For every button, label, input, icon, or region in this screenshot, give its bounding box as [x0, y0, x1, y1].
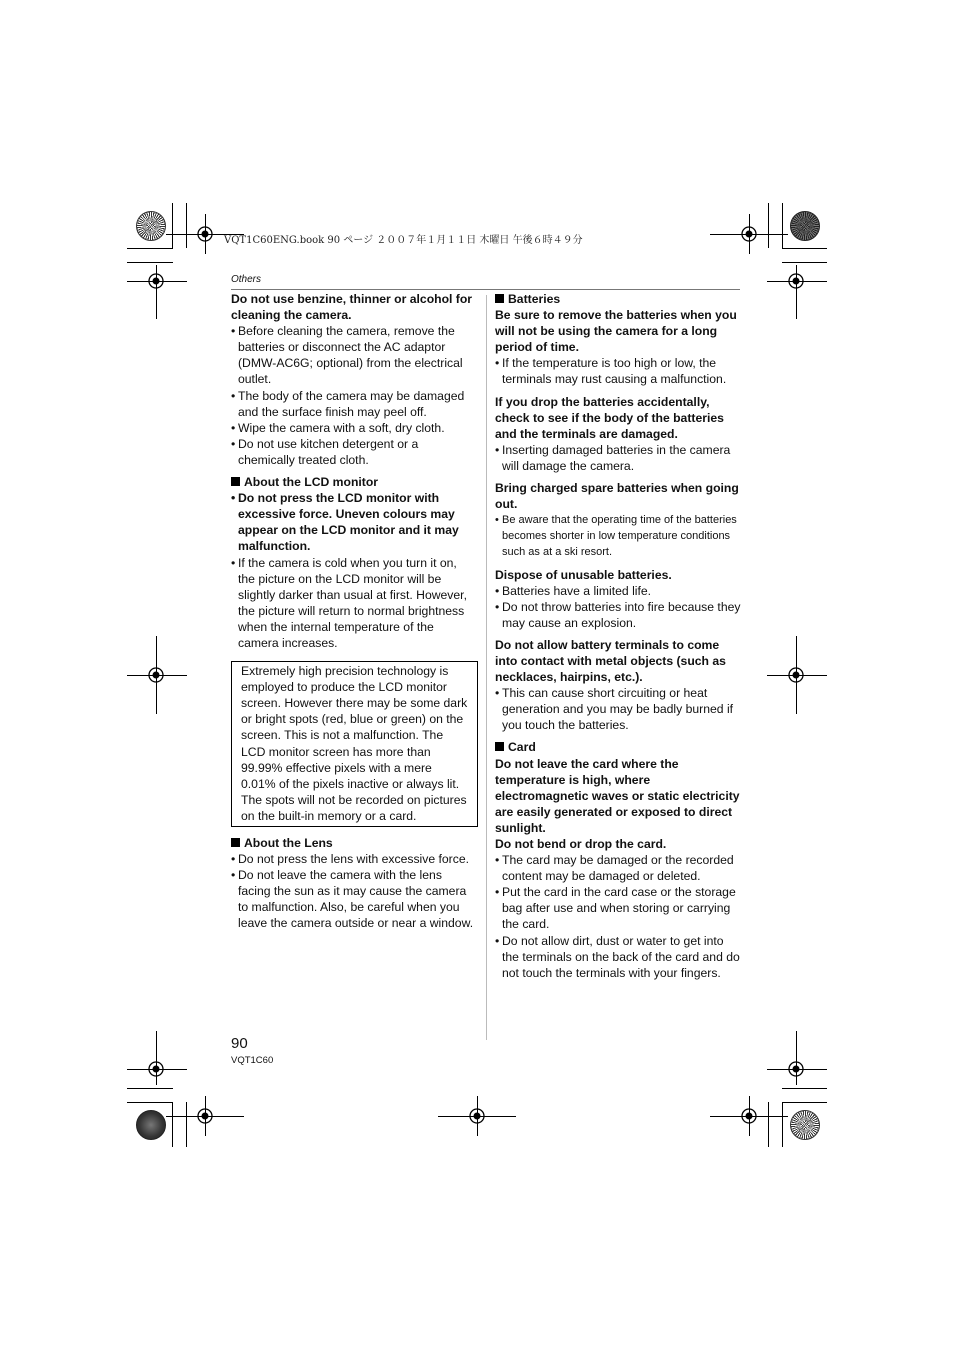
- left-column: [231, 291, 477, 932]
- registration-mark-icon: [785, 270, 807, 292]
- square-bullet-icon: [231, 838, 240, 847]
- square-bullet-icon: [495, 742, 504, 751]
- list-item: • The body of the camera may be damaged and the surface finish may peel off.: [231, 388, 477, 420]
- registration-mark-icon: [466, 1105, 488, 1127]
- batteries-subheading: Be sure to remove the batteries when you will not be using the camera for a long period of time.: [495, 308, 737, 355]
- lcd-note-box: [231, 661, 478, 827]
- list-item: • Do not use kitchen detergent or a chemically treated cloth.: [231, 436, 477, 468]
- color-wheel-icon: [136, 1110, 166, 1140]
- list-item: • Do not press the LCD monitor with excessive force. Uneven colours may appear on the LCD monitor and it may malfunction.: [231, 490, 477, 554]
- list-item: • Batteries have a limited life.: [495, 583, 741, 599]
- column-divider: [486, 295, 487, 1040]
- lcd-note-text: Extremely high precision technology is employed to produce the LCD monitor screen. However there may be some dark or bright spots (red, blue or green) on the screen. This is not a malfunction. The LCD monitor screen has more than 99.99% effective pixels with a mere 0.01% of the pixels inactive or always lit. The spots will not be recorded on pictures on the built-in memory or a card.: [241, 664, 468, 823]
- list-item: • Do not press the lens with excessive force.: [231, 851, 477, 867]
- lens-heading: About the Lens: [231, 835, 477, 851]
- list-item: • Put the card in the card case or the storage bag after use and when storing or carrying the card.: [495, 884, 741, 932]
- list-item: • Before cleaning the camera, remove the batteries or disconnect the AC adaptor (DMW-AC6G; optional) from the electrical outlet.: [231, 323, 477, 387]
- card-subheading: Do not leave the card where the temperature is high, where electromagnetic waves or static electricity are easily generated or exposed to direct sunlight.: [495, 756, 740, 835]
- batteries-subheading: Do not allow battery terminals to come into contact with metal objects (such as necklaces, hairpins, etc.).: [495, 637, 726, 685]
- document-code: VQT1C60: [231, 1055, 274, 1066]
- color-wheel-icon: [790, 1110, 820, 1140]
- card-heading: Card: [495, 739, 741, 755]
- list-item: • Be aware that the operating time of the batteries becomes shorter in low temperature conditions such as at a ski resort.: [495, 512, 741, 560]
- registration-mark-icon: [194, 1105, 216, 1127]
- batteries-heading: Batteries: [495, 291, 741, 307]
- list-item: • This can cause short circuiting or heat generation and you may be badly burned if you touch the batteries.: [495, 685, 741, 733]
- print-header: VQT1C60ENG.book 90 ページ ２００７年１月１１日 木曜日 午後６時４９分: [224, 235, 583, 246]
- registration-mark-icon: [738, 1105, 760, 1127]
- list-item: • Do not allow dirt, dust or water to get into the terminals on the back of the card and do not touch the terminals with your fingers.: [495, 933, 741, 981]
- list-item: • The card may be damaged or the recorded content may be damaged or deleted.: [495, 852, 741, 884]
- card-subheading: Do not bend or drop the card.: [495, 837, 667, 851]
- batteries-subheading: Bring charged spare batteries when going out.: [495, 481, 739, 512]
- registration-mark-icon: [785, 664, 807, 686]
- square-bullet-icon: [231, 477, 240, 486]
- list-item: • If the camera is cold when you turn it on, the picture on the LCD monitor will be slightly darker than usual at first. However, the picture will return to normal brightness when the internal temperature of the camera increases.: [231, 555, 477, 652]
- list-item: • Do not throw batteries into fire because they may cause an explosion.: [495, 599, 741, 631]
- square-bullet-icon: [495, 294, 504, 303]
- registration-mark-icon: [145, 270, 167, 292]
- registration-mark-icon: [145, 1058, 167, 1080]
- page-number: 90: [231, 1035, 248, 1052]
- right-column: [495, 291, 741, 981]
- cleaning-heading: Do not use benzine, thinner or alcohol for cleaning the camera.: [231, 292, 473, 323]
- batteries-subheading: Dispose of unusable batteries.: [495, 567, 672, 582]
- header-rule: [231, 289, 740, 290]
- color-wheel-icon: [136, 211, 166, 241]
- list-item: • Wipe the camera with a soft, dry cloth.: [231, 420, 477, 436]
- batteries-subheading: If you drop the batteries accidentally, check to see if the body of the batteries and the terminals are damaged.: [495, 394, 724, 441]
- list-item: • Inserting damaged batteries in the camera will damage the camera.: [495, 442, 741, 474]
- section-label: Others: [231, 274, 262, 285]
- list-item: • If the temperature is too high or low, the terminals may rust causing a malfunction.: [495, 355, 741, 387]
- registration-mark-icon: [738, 223, 760, 245]
- registration-mark-icon: [785, 1058, 807, 1080]
- color-wheel-icon: [790, 211, 820, 241]
- registration-mark-icon: [145, 664, 167, 686]
- lcd-heading: About the LCD monitor: [231, 474, 477, 490]
- list-item: • Do not leave the camera with the lens facing the sun as it may cause the camera to malfunction. Also, be careful when you leave the camera outside or near a window.: [231, 867, 477, 931]
- registration-mark-icon: [194, 223, 216, 245]
